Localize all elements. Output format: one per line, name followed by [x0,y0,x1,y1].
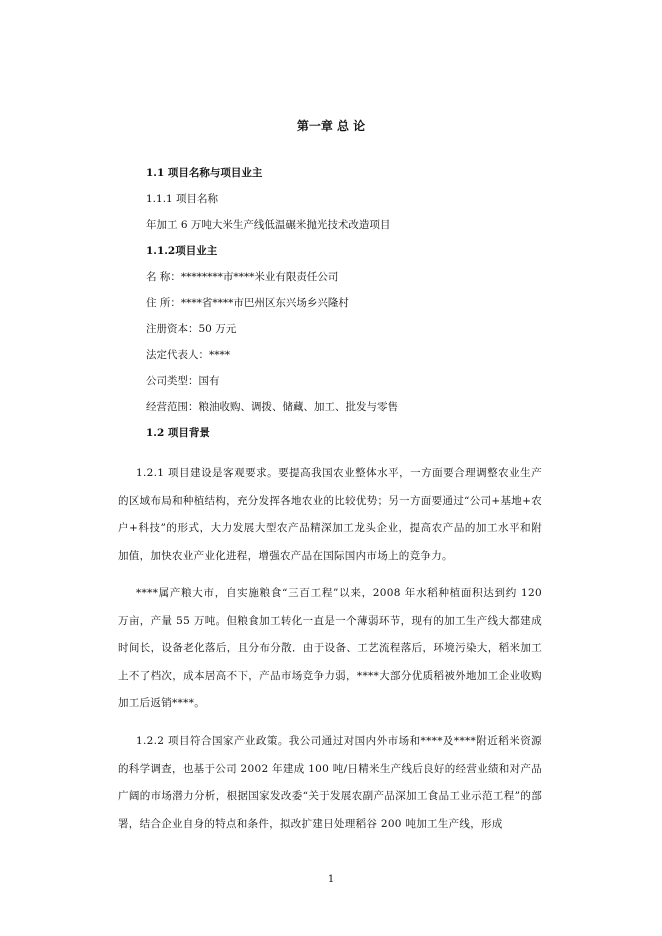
paragraph-text: 1.2.1 项目建设是客观要求。要提高我国农业整体水平，一方面要合理调整农业生产的区域布局和种植结构，充分发挥各地农业的比较优势；另一方面要通过“公司+基地+农户+科技”的形式，大力发展大型农产品精深加工龙头企业，提高农产品的加工水平和附加值，加快农业产业化进程，增强农产品在国际国内市场上的竞争力。 [118,467,542,562]
subsection-heading-1-1-2: 1.1.2项目业主 [146,245,218,257]
section-heading-1-2: 1.2 项目背景 [146,427,210,439]
field-legal-representative: 法定代表人：**** [146,349,230,361]
paragraph-text: ****属产粮大市，自实施粮食“三百工程”以来，2008 年水稻种植面积达到约 120 万亩，产量 55 万吨。但粮食加工转化一直是一个薄弱环节，现有的加工生产线大都建成时间长，设备老化落后，且分布分散．由于设备、工艺流程落后，环境污染大，稻米加工上不了档次，成本居高不下，产品市场竞争力弱，****大部分优质稻被外地加工企业收购加工后返销****。 [118,587,542,709]
field-business-scope: 经营范围：粮油收购、调拨、储藏、加工、批发与零售 [146,401,398,413]
field-address: 住 所：****省****市巴州区东兴场乡兴隆村 [146,297,349,309]
field-company-name: 名 称：********市****米业有限责任公司 [146,271,339,283]
paragraph-background [118,580,542,718]
section-heading-1-1: 1.1 项目名称与项目业主 [146,167,263,179]
paragraph-1-2-2 [118,728,542,838]
field-company-type: 公司类型：国有 [146,375,220,387]
paragraph-1-2-1 [118,460,542,570]
project-name-text: 年加工 6 万吨大米生产线低温碾米抛光技术改造项目 [146,219,391,231]
field-registered-capital: 注册资本：50 万元 [146,323,237,335]
subsection-heading-1-1-1: 1.1.1 项目名称 [146,193,219,205]
page-number: 1 [327,874,335,885]
paragraph-text: 1.2.2 项目符合国家产业政策。我公司通过对国内外市场和****及****附近稻米资源的科学调查，也基于公司 2002 年建成 100 吨/日精米生产线后良好的经营业绩和对产品广阔的市场潜力分析，根据国家发改委“关于发展农副产品深加工食品工业示范工程”的部署，结合企业自身的特点和条件，拟改扩建日处理稻谷 200 吨加工生产线，形成 [118,735,542,830]
chapter-title: 第一章 总 论 [296,119,366,133]
